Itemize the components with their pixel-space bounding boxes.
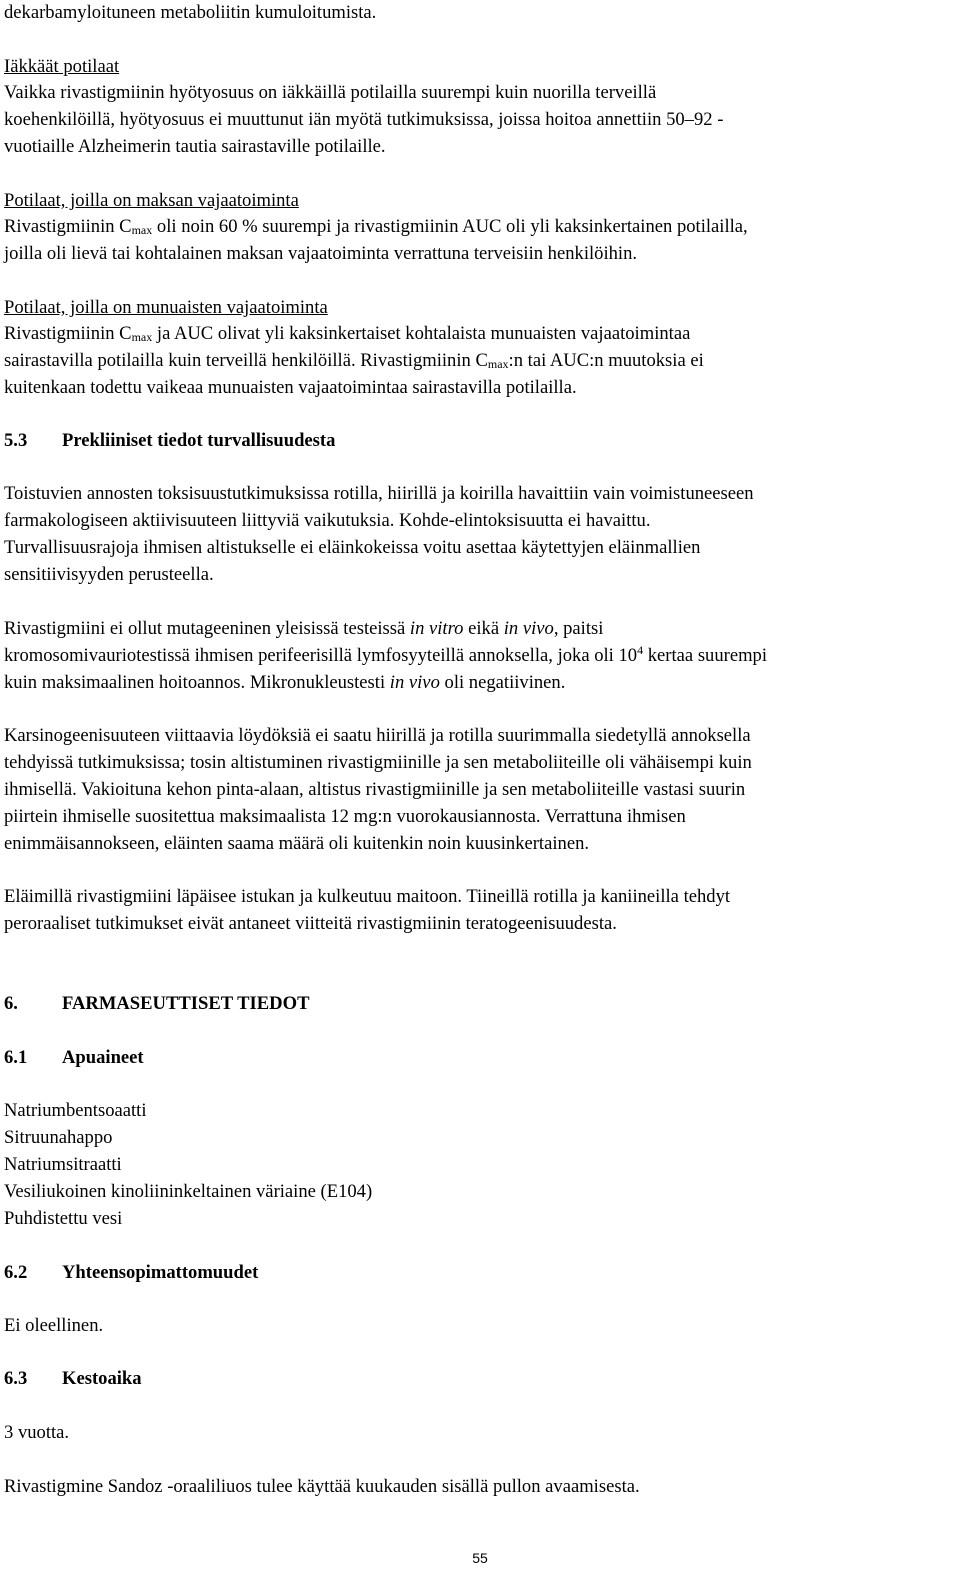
section-5-3-heading: 5.3 Prekliiniset tiedot turvallisuudesta bbox=[4, 430, 336, 451]
sec53-p1-line-2: farmakologiseen aktiivisuuteen liittyviä vaikutuksia. Kohde-elintoksisuutta ei havaittu. bbox=[4, 510, 651, 531]
sec53-p2-line-1: Rivastigmiini ei ollut mutageeninen yleisissä testeissä in vitro eikä in vivo, paitsi bbox=[4, 618, 604, 639]
renal-line-2: sairastavilla potilailla kuin terveillä henkilöillä. Rivastigmiinin $C_{max}:n$ tai AUC:n muutoksia ei bbox=[4, 350, 704, 371]
section-6-heading: 6. FARMASEUTTISET TIEDOT bbox=[4, 993, 310, 1014]
section-6-1-heading: 6.1 Apuaineet bbox=[4, 1047, 144, 1068]
elderly-line-2: koehenkilöillä, hyötyosuus ei muuttunut iän myötä tutkimuksissa, joissa hoitoa annettiin 50–92 - bbox=[4, 109, 724, 130]
section-6-3-heading: 6.3 Kestoaika bbox=[4, 1368, 142, 1389]
excipient-item: Puhdistettu vesi bbox=[4, 1208, 123, 1229]
sec63-text: 3 vuotta. bbox=[4, 1422, 70, 1443]
sec62-text: Ei oleellinen. bbox=[4, 1315, 104, 1336]
exponent-superscript: 4 bbox=[637, 643, 644, 657]
excipient-item: Natriumbentsoaatti bbox=[4, 1100, 147, 1121]
elderly-line-3: vuotiaille Alzheimerin tautia sairastaville potilaille. bbox=[4, 136, 386, 157]
section-6-2-heading: 6.2 Yhteensopimattomuudet bbox=[4, 1262, 259, 1283]
hepatic-heading: Potilaat, joilla on maksan vajaatoiminta bbox=[4, 190, 299, 211]
renal-line-3: kuitenkaan todettu vaikeaa munuaisten vajaatoimintaa sairastavilla potilailla. bbox=[4, 377, 577, 398]
excipient-item: Vesiliukoinen kinoliininkeltainen väriaine (E104) bbox=[4, 1181, 373, 1202]
elderly-heading: Iäkkäät potilaat bbox=[4, 56, 120, 77]
sec53-p3-line-1: Karsinogeenisuuteen viittaavia löydöksiä ei saatu hiirillä ja rotilla suurimmalla siedetyllä annoksella bbox=[4, 725, 751, 746]
sec53-p3-line-4: piirtein ihmiselle suositettua maksimaalista 12 mg:n vuorokausiannosta. Verrattuna ihmisen bbox=[4, 806, 686, 827]
renal-line-1: Rivastigmiinin $C_{max}$ ja AUC olivat yli kaksinkertaiset kohtalaista munuaisten vajaatoimintaa bbox=[4, 323, 691, 344]
cmax-subscript: max bbox=[487, 357, 509, 371]
sec53-p3-line-3: ihmisellä. Vakioituna kehon pinta-alaan, altistus rivastigmiinille ja sen metaboliiteille vastasi suurin bbox=[4, 779, 746, 800]
sec53-p3-line-5: enimmäisannokseen, eläinten saama määrä oli kuitenkin noin kuusinkertainen. bbox=[4, 833, 590, 854]
intro-line: dekarbamyloituneen metaboliitin kumuloitumista. bbox=[4, 2, 377, 23]
sec53-p3-line-2: tehdyissä tutkimuksissa; tosin altistuminen rivastigmiinille ja sen metaboliiteille oli vähäisempi kuin bbox=[4, 752, 752, 773]
cmax-subscript: max bbox=[131, 223, 153, 237]
hepatic-line-1: Rivastigmiinin $C_{max}$ oli noin 60 % suurempi ja rivastigmiinin AUC oli yli kaksinkertainen potilailla, bbox=[4, 216, 748, 237]
cmax-subscript: max bbox=[131, 330, 153, 344]
excipient-item: Natriumsitraatti bbox=[4, 1154, 122, 1175]
page-number: 55 bbox=[472, 1550, 488, 1566]
sec53-p2-line-2: kromosomivauriotestissä ihmisen perifeerisillä lymfosyyteillä annoksella, joka oli $10^4$ kertaa suurempi bbox=[4, 643, 768, 666]
sec53-p1-line-3: Turvallisuusrajoja ihmisen altistukselle ei eläinkokeissa voitu asettaa käytettyjen eläinmallien bbox=[4, 537, 701, 558]
elderly-line-1: Vaikka rivastigmiinin hyötyosuus on iäkkäillä potilailla suurempi kuin nuorilla terveillä bbox=[4, 82, 657, 103]
sec53-p1-line-4: sensitiivisyyden perusteella. bbox=[4, 564, 214, 585]
sec53-p2-line-3: kuin maksimaalinen hoitoannos. Mikronukleustesti in vivo oli negatiivinen. bbox=[4, 672, 566, 693]
sec63-text-2: Rivastigmine Sandoz -oraaliliuos tulee käyttää kuukauden sisällä pullon avaamisesta. bbox=[4, 1476, 640, 1497]
hepatic-line-2: joilla oli lievä tai kohtalainen maksan vajaatoiminta verrattuna terveisiin henkilöihin. bbox=[4, 243, 638, 264]
sec53-p4-line-1: Eläimillä rivastigmiini läpäisee istukan ja kulkeutuu maitoon. Tiineillä rotilla ja kaniineilla tehdyt bbox=[4, 886, 731, 907]
sec53-p4-line-2: peroraaliset tutkimukset eivät antaneet viitteitä rivastigmiinin teratogeenisuudesta. bbox=[4, 913, 617, 934]
renal-heading: Potilaat, joilla on munuaisten vajaatoiminta bbox=[4, 297, 328, 318]
excipient-item: Sitruunahappo bbox=[4, 1127, 113, 1148]
sec53-p1-line-1: Toistuvien annosten toksisuustutkimuksissa rotilla, hiirillä ja koirilla havaittiin vain voimistuneeseen bbox=[4, 483, 754, 504]
